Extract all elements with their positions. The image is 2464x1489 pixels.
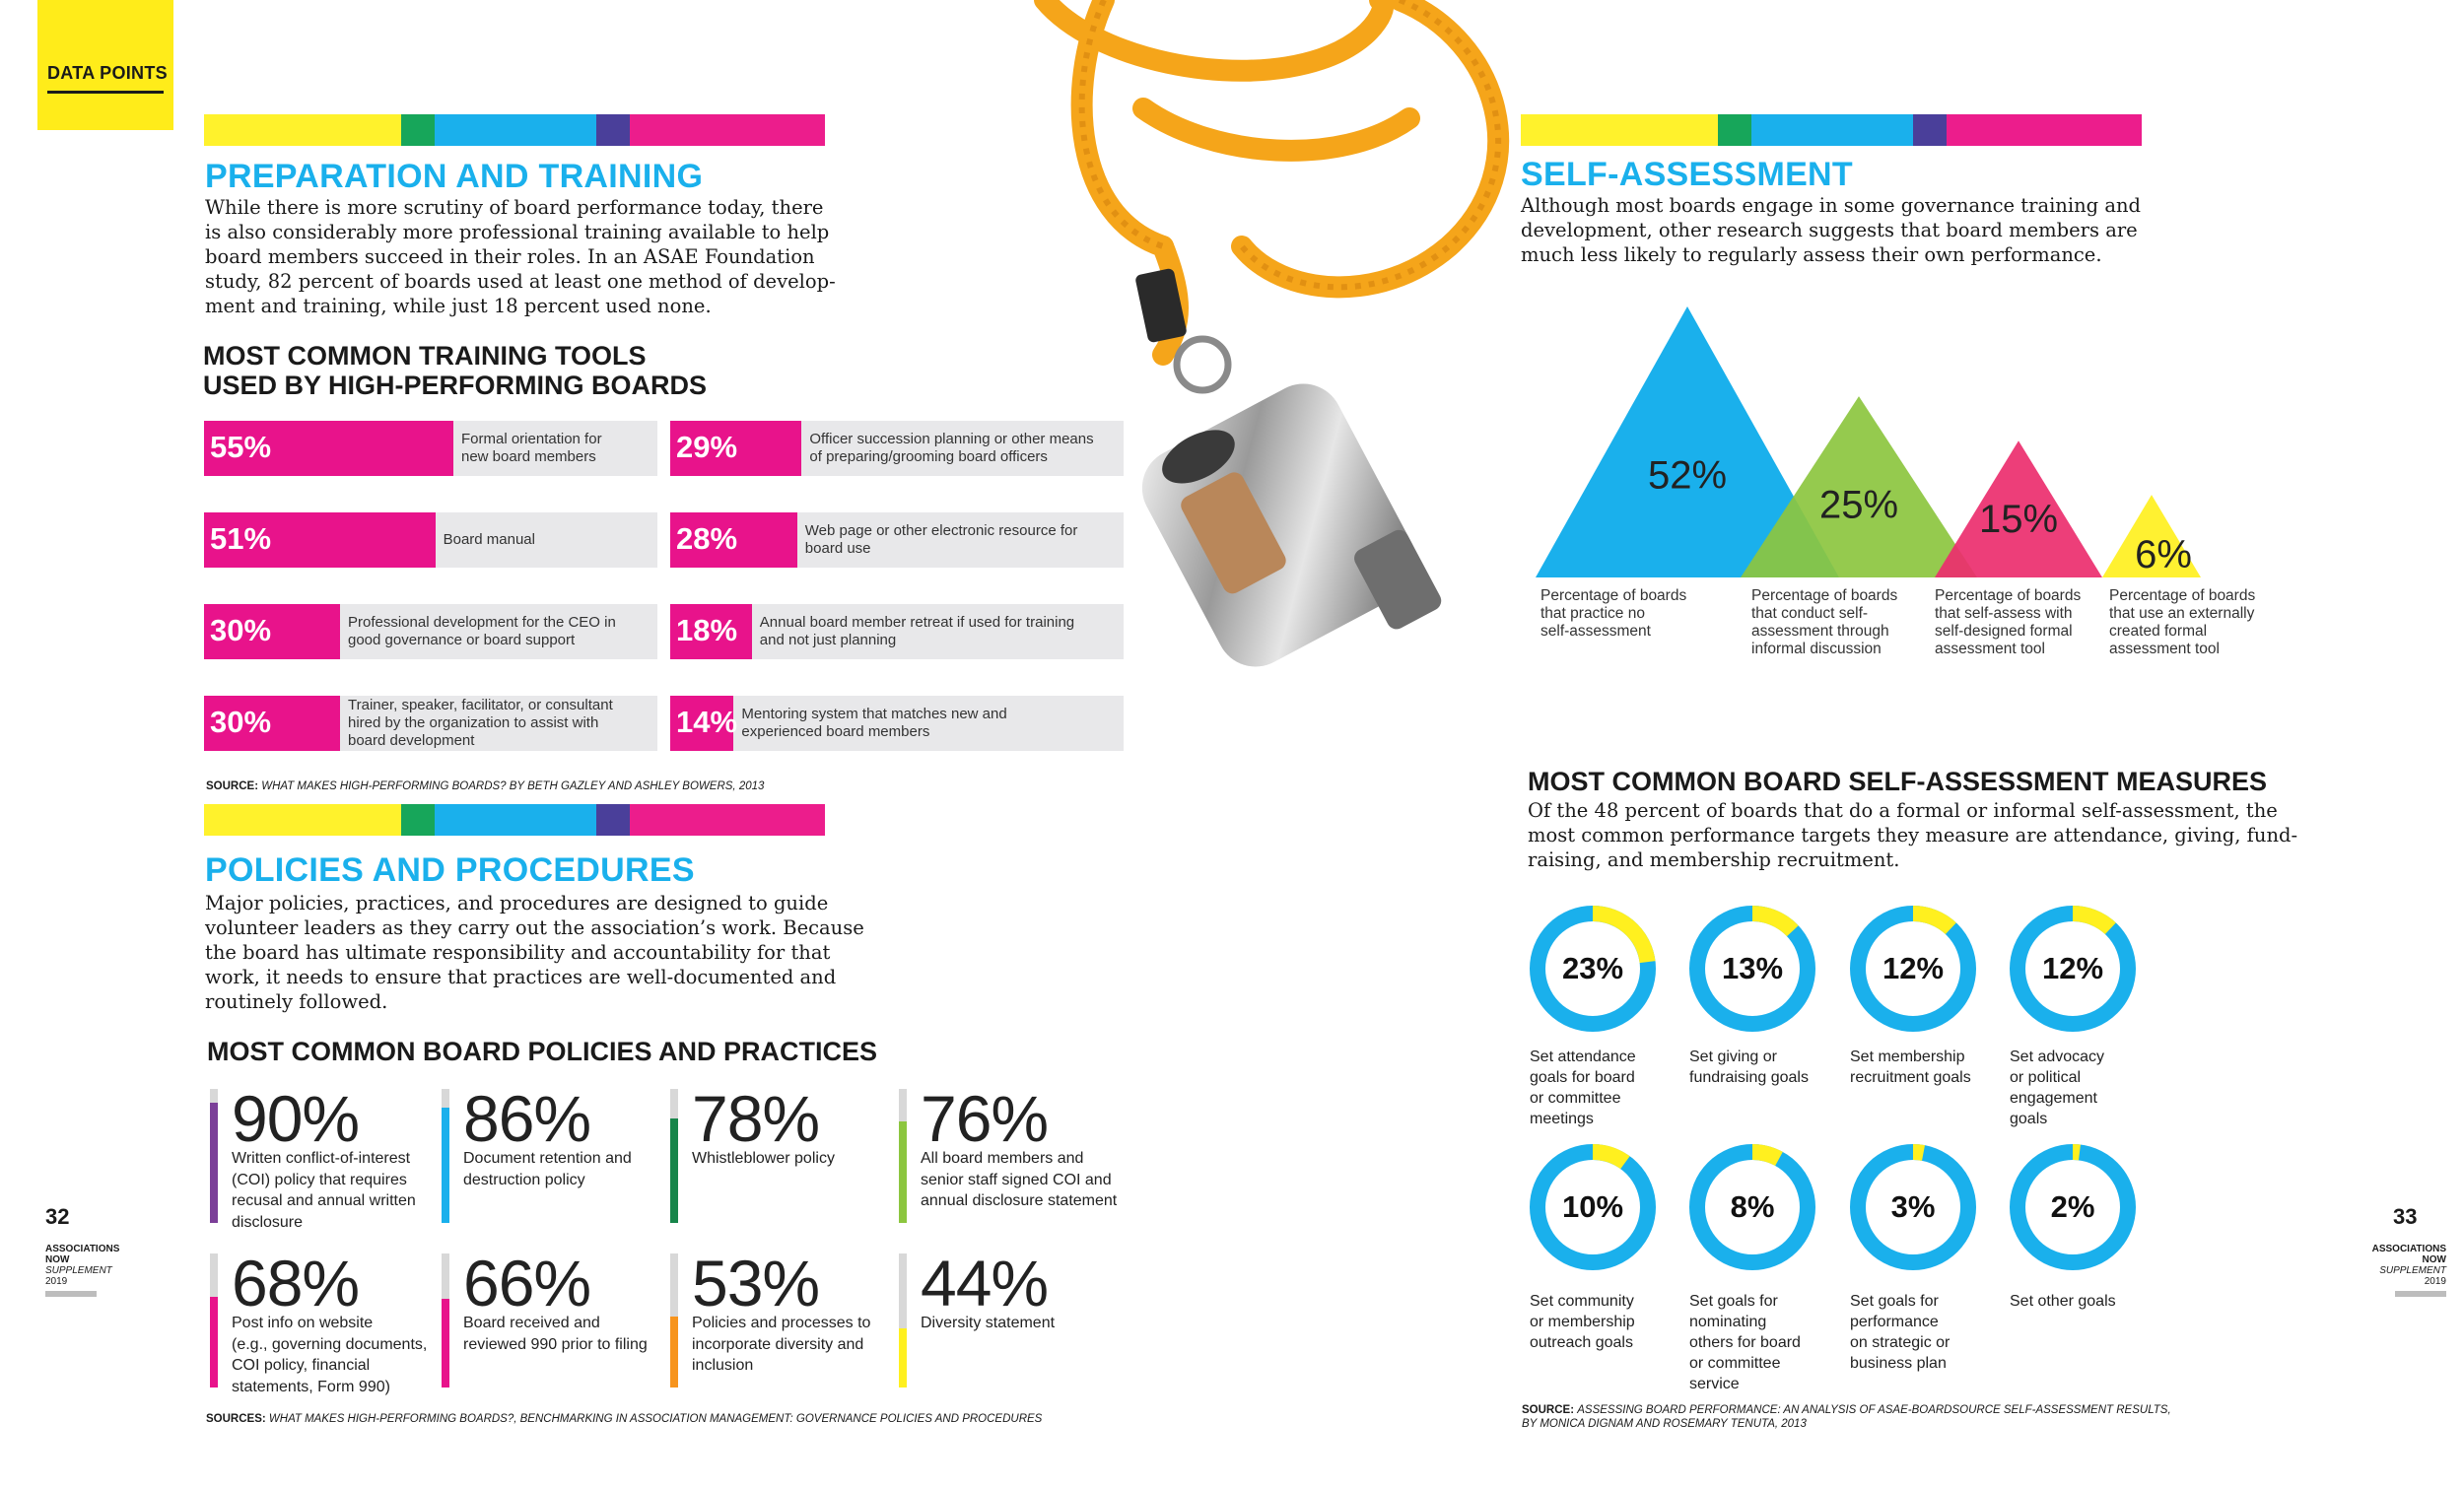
measure-label-line: Set advocacy xyxy=(2010,1049,2105,1065)
self-assessment-label-line: Percentage of boards xyxy=(1540,587,1687,604)
policy-label-line: disclosure xyxy=(232,1213,304,1231)
self-assessment-label-line: that conduct self- xyxy=(1751,605,1869,622)
self-assessment-label xyxy=(1540,587,1686,641)
self-assessment-value: 15% xyxy=(1978,498,2059,542)
measure-label-line: on strategic or xyxy=(1850,1334,1951,1351)
training-tool-label-line: Web page or other electronic resource for xyxy=(804,522,1078,539)
training-chart-title: MOST COMMON TRAINING TOOLS USED BY HIGH-PERFORMING BOARDS xyxy=(203,341,708,400)
stripe-segment xyxy=(1913,114,1947,146)
training-tool-row xyxy=(204,421,657,476)
measure-value: 10% xyxy=(1561,1189,1624,1224)
measure-label xyxy=(1530,1291,1635,1353)
stripe-segment xyxy=(401,114,435,146)
measure-label xyxy=(1530,1047,1636,1129)
self-assessment-label-line: assessment tool xyxy=(1935,641,2045,657)
policies-source: SOURCES: WHAT MAKES HIGH-PERFORMING BOARDS?, BENCHMARKING IN ASSOCIATION MANAGEMENT: GOVERNANCE POLICIES AND PROCEDURES xyxy=(206,1413,1043,1425)
whistle-lanyard-illustration xyxy=(986,0,1538,710)
self-assessment-value: 52% xyxy=(1647,453,1728,498)
training-tool-label-line: board development xyxy=(348,732,475,749)
measure-label-line: Set giving or xyxy=(1689,1049,1777,1065)
measure-value: 12% xyxy=(2041,951,2104,985)
policy-bar xyxy=(899,1089,907,1223)
policy-bar-fill xyxy=(670,1317,678,1387)
measure-donut xyxy=(1688,1143,1816,1271)
policy-label xyxy=(692,1313,870,1377)
stripe-segment xyxy=(1718,114,1751,146)
section-tag-underline xyxy=(47,91,164,94)
policy-bar xyxy=(670,1089,678,1223)
policy-bar-fill xyxy=(210,1103,218,1223)
training-tool-row xyxy=(204,696,657,751)
training-tool-label-line: Mentoring system that matches new and xyxy=(741,706,1007,722)
measure-donut xyxy=(1688,905,1816,1033)
policy-value: 76% xyxy=(921,1082,1049,1155)
training-tool-row xyxy=(204,604,657,659)
training-tool-label-line: Professional development for the CEO in xyxy=(348,614,616,631)
policies-body: Major policies, practices, and procedures are designed to guide volunteer leaders as they carry out the association’s work. Because the board has ultimate responsibility and accountability for that work, it needs to ensure that practices are well-documented and routinely followed. xyxy=(205,892,864,1013)
self-assessment-label xyxy=(1935,587,2081,658)
policy-label-line: All board members and xyxy=(921,1150,1084,1167)
measure-donut xyxy=(1849,1143,1977,1271)
measure-label-line: recruitment goals xyxy=(1850,1069,1971,1086)
policy-label-line: Whistleblower policy xyxy=(692,1150,835,1167)
policy-label-line: Document retention and xyxy=(463,1150,632,1167)
self-title: SELF-ASSESSMENT xyxy=(1521,156,1853,193)
measure-label xyxy=(1689,1291,1801,1394)
measure-label xyxy=(2010,1291,2116,1312)
measure-label xyxy=(2010,1047,2104,1129)
folio-bar-left xyxy=(45,1291,97,1297)
stripe-segment xyxy=(435,804,596,836)
self-assessment-label-line: Percentage of boards xyxy=(1935,587,2082,604)
measure-label-line: Set goals for xyxy=(1689,1293,1778,1310)
policy-label-line: annual disclosure statement xyxy=(921,1192,1118,1209)
policy-label xyxy=(463,1313,648,1355)
policy-bar-fill xyxy=(210,1297,218,1387)
training-tool-value: 18% xyxy=(676,613,738,647)
stripe-segment xyxy=(630,804,825,836)
stripe-segment xyxy=(435,114,596,146)
stripe-segment xyxy=(401,804,435,836)
policy-label-line: recusal and annual written xyxy=(232,1192,416,1209)
policy-value: 78% xyxy=(692,1082,820,1155)
policy-label xyxy=(232,1313,427,1397)
policy-label-line: senior staff signed COI and xyxy=(921,1171,1112,1188)
measure-value: 13% xyxy=(1721,951,1784,985)
policies-chart-title: MOST COMMON BOARD POLICIES AND PRACTICES xyxy=(207,1037,878,1066)
measures-source: SOURCE: ASSESSING BOARD PERFORMANCE: AN ANALYSIS OF ASAE-BOARDSOURCE SELF-ASSESSMENT RESULTS, BY MONICA DIGNAM AND ROSEMARY TENUTA, 2013 xyxy=(1522,1404,2171,1430)
training-tool-label-line: and not just planning xyxy=(759,632,897,648)
training-tool-label-line: experienced board members xyxy=(741,723,930,740)
prep-body: While there is more scrutiny of board performance today, there is also considerably more professional training available to help board members succeed in their roles. In an ASAE Foundation study, 82 percent of boards used at least one method of develop- ment and training, while just 18 percent used none. xyxy=(205,196,836,317)
policy-bar xyxy=(210,1253,218,1387)
measure-label-line: goals xyxy=(2010,1111,2048,1127)
measure-label xyxy=(1850,1291,1950,1374)
policy-value: 53% xyxy=(692,1247,820,1320)
measure-value: 3% xyxy=(1890,1189,1936,1224)
self-body: Although most boards engage in some governance training and development, other research suggests that board members are much less likely to regularly assess their own performance. xyxy=(1521,194,2142,266)
training-tool-value: 55% xyxy=(210,430,272,464)
folio-bar-right xyxy=(2395,1291,2446,1297)
training-tool-value: 30% xyxy=(210,613,272,647)
stripe-segment xyxy=(204,114,401,146)
measure-value: 8% xyxy=(1730,1189,1775,1224)
policy-label-line: Written conflict-of-interest xyxy=(232,1150,411,1167)
measure-label-line: Set other goals xyxy=(2010,1293,2116,1310)
stripe-segment xyxy=(596,804,630,836)
self-assessment-label-line: that self-assess with xyxy=(1935,605,2073,622)
measure-label-line: engagement xyxy=(2010,1090,2097,1107)
policy-label-line: reviewed 990 prior to filing xyxy=(463,1335,648,1353)
measure-donut xyxy=(1529,1143,1657,1271)
color-stripe-prep xyxy=(204,114,825,146)
training-tool-label xyxy=(741,706,1120,741)
stripe-segment xyxy=(630,114,825,146)
measures-title: MOST COMMON BOARD SELF-ASSESSMENT MEASURES xyxy=(1528,767,2268,796)
policy-label-line: (e.g., governing documents, xyxy=(232,1335,428,1353)
measure-label-line: business plan xyxy=(1850,1355,1947,1372)
training-tool-value: 51% xyxy=(210,521,272,556)
self-assessment-label-line: that use an externally xyxy=(2109,605,2255,622)
measure-label-line: fundraising goals xyxy=(1689,1069,1809,1086)
training-tool-row xyxy=(204,512,657,568)
policy-value: 44% xyxy=(921,1247,1049,1320)
self-assessment-label-line: Percentage of boards xyxy=(1751,587,1898,604)
policy-label xyxy=(692,1148,835,1170)
training-tool-label xyxy=(348,697,653,750)
training-tool-label-line: board use xyxy=(804,540,871,557)
page-number-left: 32 xyxy=(45,1204,70,1229)
training-tool-label-line: hired by the organization to assist with xyxy=(348,714,599,731)
self-assessment-value: 25% xyxy=(1818,483,1899,527)
measure-label-line: or committee xyxy=(1530,1090,1621,1107)
folio-right: ASSOCIATIONS NOW SUPPLEMENT 2019 xyxy=(2365,1244,2446,1297)
measure-label-line: nominating xyxy=(1689,1314,1767,1330)
policy-value: 86% xyxy=(463,1082,591,1155)
policy-value: 66% xyxy=(463,1247,591,1320)
training-tool-value: 14% xyxy=(676,705,738,739)
measure-label-line: service xyxy=(1689,1376,1740,1392)
policy-bar xyxy=(210,1089,218,1223)
policy-bar-fill xyxy=(442,1299,449,1387)
training-tool-label-line: of preparing/grooming board officers xyxy=(809,448,1048,465)
policy-bar-fill xyxy=(670,1118,678,1223)
training-tool-value: 30% xyxy=(210,705,272,739)
self-assessment-label xyxy=(2109,587,2255,658)
measure-label-line: performance xyxy=(1850,1314,1939,1330)
measure-label-line: others for board xyxy=(1689,1334,1801,1351)
policy-label-line: COI policy, financial xyxy=(232,1357,371,1374)
policy-label-line: Diversity statement xyxy=(921,1315,1056,1331)
policy-label-line: Board received and xyxy=(463,1315,600,1331)
measure-label-line: or membership xyxy=(1530,1314,1635,1330)
self-assessment-label-line: that practice no xyxy=(1540,605,1645,622)
self-assessment-label-line: Percentage of boards xyxy=(2109,587,2256,604)
training-tool-label xyxy=(461,431,653,466)
measure-donut xyxy=(1849,905,1977,1033)
measure-label-line: meetings xyxy=(1530,1111,1594,1127)
self-assessment-label-line: assessment through xyxy=(1751,623,1889,640)
training-tool-label xyxy=(444,531,653,549)
color-stripe-self xyxy=(1521,114,2142,146)
self-assessment-value: 6% xyxy=(2135,532,2192,576)
measure-label-line: Set attendance xyxy=(1530,1049,1636,1065)
stripe-segment xyxy=(1947,114,2142,146)
measure-label-line: or political xyxy=(2010,1069,2082,1086)
policy-label-line: statements, Form 990) xyxy=(232,1378,390,1395)
stripe-segment xyxy=(1751,114,1913,146)
self-assessment-label-line: self-assessment xyxy=(1540,623,1651,640)
policy-bar-fill xyxy=(899,1121,907,1223)
measure-donut xyxy=(2009,1143,2137,1271)
self-assessment-label-line: informal discussion xyxy=(1751,641,1882,657)
measures-body: Of the 48 percent of boards that do a formal or informal self-assessment, the most common performance targets they measure are attendance, giving, fund- raising, and membership recruitment. xyxy=(1528,799,2298,871)
self-assessment-label-line: assessment tool xyxy=(2109,641,2220,657)
policy-label-line: Policies and processes to xyxy=(692,1315,871,1331)
self-assessment-chart xyxy=(1518,296,2287,591)
policy-label-line: destruction policy xyxy=(463,1171,585,1188)
policy-value: 68% xyxy=(232,1247,360,1320)
policy-bar-fill xyxy=(899,1328,907,1387)
measure-value: 2% xyxy=(2050,1189,2095,1224)
measure-donut xyxy=(2009,905,2137,1033)
policy-bar xyxy=(442,1089,449,1223)
page-number-right: 33 xyxy=(2393,1204,2418,1229)
self-assessment-label-line: self-designed formal xyxy=(1935,623,2073,640)
measure-label xyxy=(1689,1047,1809,1088)
training-tool-label-line: Formal orientation for xyxy=(461,431,602,447)
stripe-segment xyxy=(1521,114,1718,146)
policy-label xyxy=(921,1148,1117,1212)
training-tool-label xyxy=(348,614,653,649)
measure-label-line: Set community xyxy=(1530,1293,1634,1310)
training-tool-label-line: good governance or board support xyxy=(348,632,576,648)
self-assessment-label-line: created formal xyxy=(2109,623,2208,640)
section-tag: DATA POINTS xyxy=(47,63,168,83)
color-stripe-policies xyxy=(204,804,825,836)
stripe-segment xyxy=(596,114,630,146)
training-tool-label-line: Officer succession planning or other means xyxy=(809,431,1094,447)
policy-label-line: incorporate diversity and xyxy=(692,1335,864,1353)
measure-value: 23% xyxy=(1561,951,1624,985)
policy-bar xyxy=(442,1253,449,1387)
training-tool-value: 29% xyxy=(676,430,738,464)
training-tool-label-line: Trainer, speaker, facilitator, or consultant xyxy=(348,697,613,713)
training-tool-value: 28% xyxy=(676,521,738,556)
self-assessment-label xyxy=(1751,587,1897,658)
policy-label xyxy=(463,1148,632,1190)
policy-bar xyxy=(899,1253,907,1387)
measure-value: 12% xyxy=(1882,951,1945,985)
measure-label-line: Set goals for xyxy=(1850,1293,1939,1310)
measure-donut xyxy=(1529,905,1657,1033)
policy-bar-fill xyxy=(442,1108,449,1223)
stripe-segment xyxy=(204,804,401,836)
policy-label-line: (COI) policy that requires xyxy=(232,1171,407,1188)
training-tool-label-line: Board manual xyxy=(443,531,535,548)
policy-value: 90% xyxy=(232,1082,360,1155)
policy-label xyxy=(232,1148,416,1233)
measure-label-line: goals for board xyxy=(1530,1069,1635,1086)
policy-label-line: Post info on website xyxy=(232,1315,374,1331)
prep-source: SOURCE: WHAT MAKES HIGH-PERFORMING BOARDS? BY BETH GAZLEY AND ASHLEY BOWERS, 2013 xyxy=(206,780,765,792)
training-tool-label-line: new board members xyxy=(461,448,596,465)
policy-bar xyxy=(670,1253,678,1387)
policy-label xyxy=(921,1313,1055,1334)
measure-label-line: outreach goals xyxy=(1530,1334,1633,1351)
folio-left: ASSOCIATIONS NOW SUPPLEMENT 2019 xyxy=(45,1244,119,1297)
prep-title: PREPARATION AND TRAINING xyxy=(205,158,704,195)
training-tool-label-line: Annual board member retreat if used for training xyxy=(759,614,1075,631)
policy-label-line: inclusion xyxy=(692,1357,754,1374)
policies-title: POLICIES AND PROCEDURES xyxy=(205,851,695,889)
measure-label-line: Set membership xyxy=(1850,1049,1965,1065)
measure-label xyxy=(1850,1047,1971,1088)
measure-label-line: or committee xyxy=(1689,1355,1781,1372)
